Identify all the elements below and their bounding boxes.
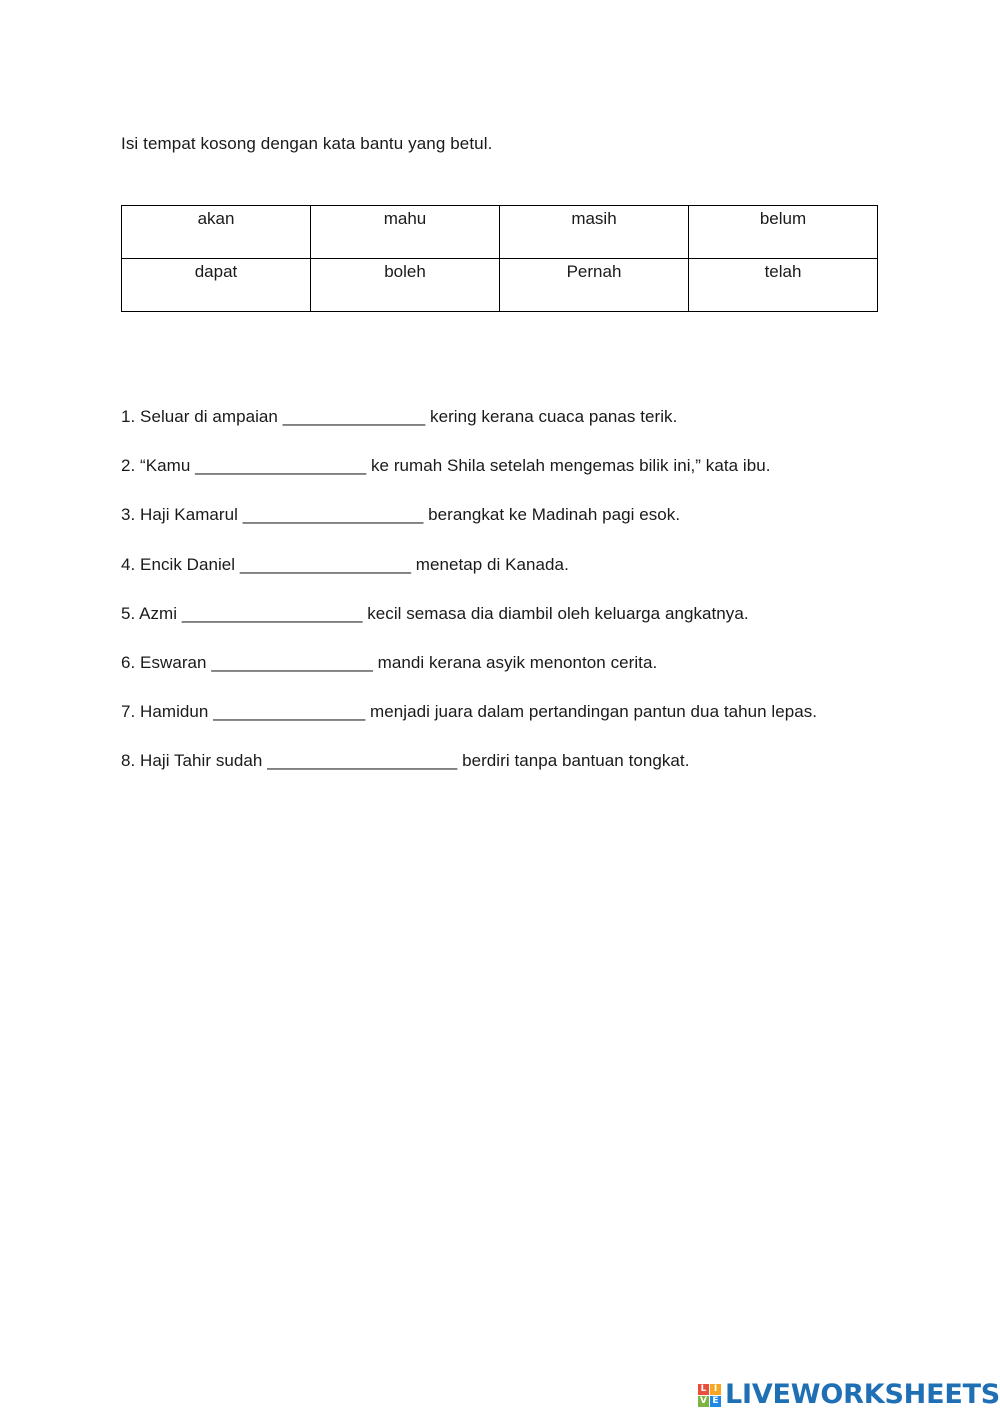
question-item: 2. “Kamu __________________ ke rumah Shila setelah mengemas bilik ini,” kata ibu. (121, 456, 771, 476)
question-list (121, 407, 981, 801)
word-cell: dapat (122, 259, 311, 312)
word-bank-table (121, 205, 878, 312)
liveworksheets-logo-text: LIVEWORKSHEETS (725, 1379, 1000, 1410)
word-cell: mahu (311, 206, 500, 259)
word-cell: boleh (311, 259, 500, 312)
question-item: 6. Eswaran _________________ mandi kerana asyik menonton cerita. (121, 652, 658, 672)
question-item: 8. Haji Tahir sudah ____________________ berdiri tanpa bantuan tongkat. (121, 751, 690, 771)
word-cell: akan (122, 206, 311, 259)
instruction-text: Isi tempat kosong dengan kata bantu yang betul. (121, 134, 493, 153)
logo-letter-e: E (710, 1396, 721, 1407)
table-row (122, 259, 878, 312)
word-cell: belum (689, 206, 878, 259)
logo-letter-l: L (698, 1384, 709, 1395)
question-item: 3. Haji Kamarul ___________________ berangkat ke Madinah pagi esok. (121, 505, 681, 525)
liveworksheets-logo[interactable] (698, 1380, 1000, 1410)
logo-letter-v: V (698, 1396, 709, 1407)
question-item: 1. Seluar di ampaian _______________ kering kerana cuaca panas terik. (121, 407, 678, 426)
question-item: 7. Hamidun ________________ menjadi juara dalam pertandingan pantun dua tahun lepas. (121, 702, 818, 722)
logo-letter-i: I (710, 1384, 721, 1395)
question-item: 4. Encik Daniel __________________ menetap di Kanada. (121, 554, 569, 574)
liveworksheets-logo-icon (698, 1384, 721, 1407)
word-cell: telah (689, 259, 878, 312)
table-row (122, 206, 878, 259)
question-item: 5. Azmi ___________________ kecil semasa dia diambil oleh keluarga angkatnya. (121, 603, 749, 623)
word-cell: Pernah (500, 259, 689, 312)
word-cell: masih (500, 206, 689, 259)
